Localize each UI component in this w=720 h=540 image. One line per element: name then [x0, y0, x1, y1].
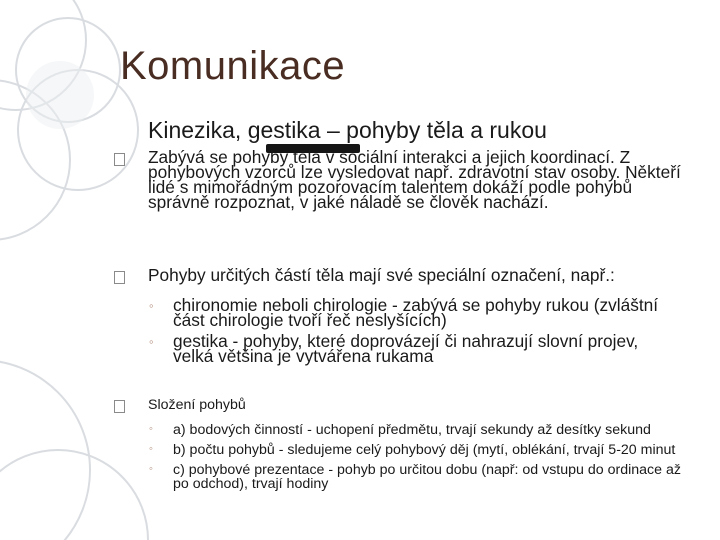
sub-bullet-marker-icon: ◦	[149, 298, 154, 313]
bullet-1	[112, 147, 688, 212]
sub-bullet	[148, 443, 693, 457]
sub-bullet-text: chironomie neboli chirologie - zabývá se pohyby rukou (zvláštní část chirologie tvoří řeč neslyšících)	[173, 295, 659, 330]
bullet-text: Zabývá se pohyby těla v sociální interakci a jejich koordinací. Z pohybových vzorců lze vysledovat např. zdravotní stav osoby. Někteří lidé s mimořádným pozorovacím talentem dokáží podle pohybů správně rozpoznat, v jaké náladě se člověk nachází.	[148, 147, 681, 212]
checkbox-icon	[112, 150, 148, 170]
sub-bullet	[148, 295, 688, 330]
sub-bullet-marker-icon: ◦	[149, 443, 153, 455]
sub-bullet-marker-icon: ◦	[149, 463, 153, 475]
sub-bullet	[148, 463, 693, 491]
checkbox-icon	[112, 398, 148, 417]
bullet-text: Složení pohybů	[148, 397, 246, 413]
sub-bullet	[148, 423, 693, 437]
sub-bullet	[148, 331, 688, 366]
sub-bullet-marker-icon: ◦	[149, 334, 154, 349]
slide-title: Komunikace	[120, 44, 346, 88]
deco-disc	[26, 61, 94, 129]
sub-bullet-marker-icon: ◦	[149, 423, 153, 435]
bullet-2	[112, 265, 688, 366]
sub-bullet-text: gestika - pohyby, které doprovázejí či nahrazují slovní projev, velká většina je vytvářena rukama	[173, 331, 639, 366]
sub-bullet-text: a) bodových činností - uchopení předmětu, trvají sekundy až desítky sekund	[173, 422, 651, 438]
sub-bullet-text: c) pohybové prezentace - pohyb po určitou dobu (např: od vstupu do ordinace až po odchod), trvají hodiny	[173, 462, 681, 492]
slide-subtitle: Kinezika, gestika – pohyby těla a rukou	[148, 117, 547, 143]
bullet-3	[112, 398, 693, 491]
sub-bullet-text: b) počtu pohybů - sledujeme celý pohybový děj (mytí, oblékání, trvají 5-20 minut	[173, 442, 676, 458]
checkbox-icon	[112, 268, 148, 288]
bullet-text: Pohyby určitých částí těla mají své speciální označení, např.:	[148, 265, 615, 285]
